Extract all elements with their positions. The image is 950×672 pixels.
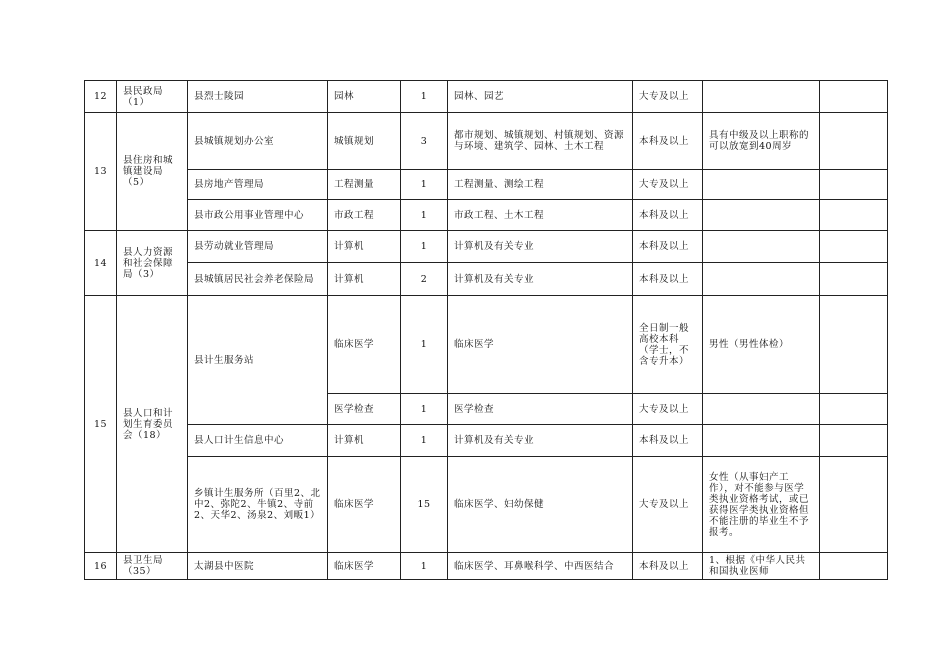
major-cell: 计算机及有关专业 [448, 263, 633, 296]
requirement-cell: 女性（从事妇产工作），对不能参与医学类执业资格考试，或已获得医学类执业资格但不能注册的毕业生不予报考。 [703, 457, 820, 553]
other-cell [820, 81, 888, 113]
table-row [85, 231, 888, 263]
post-cell: 城镇规划 [328, 113, 401, 170]
unit-cell: 县市政公用事业管理中心 [188, 200, 328, 231]
unit-cell: 县城镇居民社会养老保险局 [188, 263, 328, 296]
unit-cell: 县房地产管理局 [188, 170, 328, 200]
post-cell: 计算机 [328, 425, 401, 457]
major-cell: 临床医学、耳鼻喉科学、中西医结合 [448, 553, 633, 580]
major-cell: 临床医学 [448, 296, 633, 394]
education-cell: 本科及以上 [633, 113, 703, 170]
count-cell: 1 [401, 425, 448, 457]
requirement-cell [703, 394, 820, 425]
unit-cell: 县城镇规划办公室 [188, 113, 328, 170]
education-cell: 本科及以上 [633, 263, 703, 296]
count-cell: 1 [401, 553, 448, 580]
requirement-cell: 男性（男性体检） [703, 296, 820, 394]
education-cell: 本科及以上 [633, 200, 703, 231]
other-cell [820, 425, 888, 457]
post-cell: 临床医学 [328, 296, 401, 394]
count-cell: 15 [401, 457, 448, 553]
major-cell: 工程测量、测绘工程 [448, 170, 633, 200]
major-cell: 医学检查 [448, 394, 633, 425]
count-cell: 1 [401, 394, 448, 425]
major-cell: 计算机及有关专业 [448, 425, 633, 457]
count-cell: 2 [401, 263, 448, 296]
education-cell: 大专及以上 [633, 81, 703, 113]
table-row [85, 296, 888, 394]
department-cell: 县民政局（1） [117, 81, 188, 113]
education-cell: 大专及以上 [633, 457, 703, 553]
requirement-cell [703, 200, 820, 231]
requirement-cell: 具有中级及以上职称的可以放宽到40周岁 [703, 113, 820, 170]
other-cell [820, 200, 888, 231]
other-cell [820, 113, 888, 170]
major-cell: 临床医学、妇幼保健 [448, 457, 633, 553]
other-cell [820, 394, 888, 425]
row-number: 15 [85, 296, 117, 553]
major-cell: 园林、园艺 [448, 81, 633, 113]
table-row [85, 113, 888, 170]
row-number: 12 [85, 81, 117, 113]
education-cell: 大专及以上 [633, 170, 703, 200]
post-cell: 园林 [328, 81, 401, 113]
post-cell: 医学检查 [328, 394, 401, 425]
requirement-cell [703, 425, 820, 457]
post-cell: 工程测量 [328, 170, 401, 200]
major-cell: 市政工程、土木工程 [448, 200, 633, 231]
requirement-cell [703, 81, 820, 113]
row-number: 16 [85, 553, 117, 580]
other-cell [820, 263, 888, 296]
row-number: 13 [85, 113, 117, 231]
table-row [85, 457, 888, 553]
other-cell [820, 457, 888, 553]
post-cell: 临床医学 [328, 457, 401, 553]
requirement-cell [703, 231, 820, 263]
post-cell: 临床医学 [328, 553, 401, 580]
post-cell: 计算机 [328, 263, 401, 296]
unit-cell: 县计生服务站 [188, 296, 328, 425]
education-cell: 全日制一般高校本科（学士，不含专升本） [633, 296, 703, 394]
table-row [85, 425, 888, 457]
other-cell [820, 170, 888, 200]
count-cell: 1 [401, 81, 448, 113]
education-cell: 本科及以上 [633, 231, 703, 263]
requirement-cell: 1、根据《中华人民共和国执业医师 [703, 553, 820, 580]
row-number: 14 [85, 231, 117, 296]
count-cell: 1 [401, 200, 448, 231]
major-cell: 都市规划、城镇规划、村镇规划、资源与环境、建筑学、园林、土木工程 [448, 113, 633, 170]
department-cell: 县人口和计划生育委员会（18） [117, 296, 188, 553]
unit-cell: 乡镇计生服务所（百里2、北中2、弥陀2、牛镇2、寺前2、天华2、汤泉2、刘畈1） [188, 457, 328, 553]
count-cell: 1 [401, 296, 448, 394]
post-cell: 计算机 [328, 231, 401, 263]
count-cell: 1 [401, 231, 448, 263]
department-cell: 县卫生局（35） [117, 553, 188, 580]
department-cell: 县住房和城镇建设局（5） [117, 113, 188, 231]
post-cell: 市政工程 [328, 200, 401, 231]
education-cell: 本科及以上 [633, 425, 703, 457]
unit-cell: 县人口计生信息中心 [188, 425, 328, 457]
other-cell [820, 231, 888, 263]
requirement-cell [703, 170, 820, 200]
table-row [85, 553, 888, 580]
department-cell: 县人力资源和社会保障局（3） [117, 231, 188, 296]
major-cell: 计算机及有关专业 [448, 231, 633, 263]
education-cell: 本科及以上 [633, 553, 703, 580]
count-cell: 1 [401, 170, 448, 200]
education-cell: 大专及以上 [633, 394, 703, 425]
unit-cell: 太湖县中医院 [188, 553, 328, 580]
unit-cell: 县烈士陵园 [188, 81, 328, 113]
other-cell [820, 296, 888, 394]
other-cell [820, 553, 888, 580]
table-row [85, 170, 888, 200]
recruitment-table [84, 80, 888, 580]
count-cell: 3 [401, 113, 448, 170]
table-row [85, 263, 888, 296]
table-row [85, 81, 888, 113]
requirement-cell [703, 263, 820, 296]
table-row [85, 200, 888, 231]
unit-cell: 县劳动就业管理局 [188, 231, 328, 263]
